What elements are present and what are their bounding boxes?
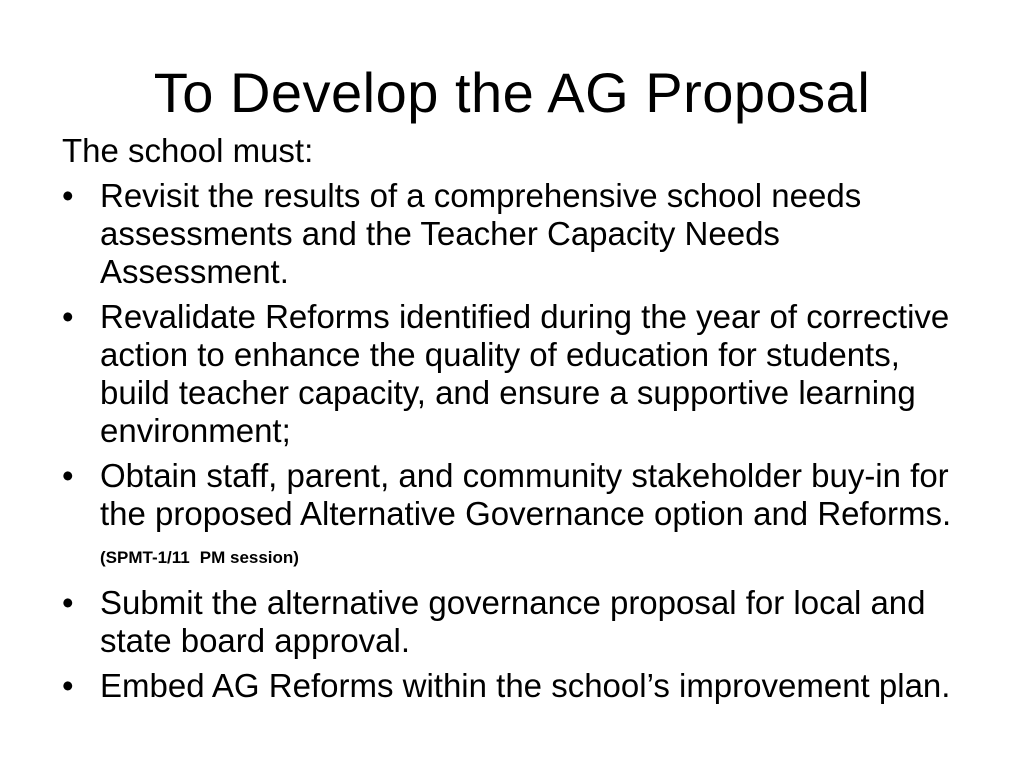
list-item bbox=[62, 457, 972, 577]
bullet-icon: • bbox=[62, 457, 74, 494]
bullet-icon: • bbox=[62, 177, 74, 214]
bullet-list bbox=[62, 177, 972, 705]
bullet-icon: • bbox=[62, 584, 74, 621]
intro-text: The school must: bbox=[62, 132, 314, 169]
bullet-text: Revisit the results of a comprehensive school needs assessments and the Teacher Capacity Needs Assessment. bbox=[100, 177, 862, 290]
session-note bbox=[100, 548, 299, 567]
session-note-part1: (SPMT-1/11 bbox=[100, 548, 190, 567]
bullet-text: Obtain staff, parent, and community stakeholder buy-in for the proposed Alternative Governance option and Reforms. bbox=[100, 457, 952, 532]
bullet-icon: • bbox=[62, 298, 74, 335]
list-item bbox=[62, 584, 972, 660]
slide-title: To Develop the AG Proposal bbox=[153, 61, 871, 124]
bullet-text: Revalidate Reforms identified during the year of corrective action to enhance the quality of education for students, build teacher capacity, and ensure a supportive learning environment; bbox=[100, 298, 950, 449]
bullet-text: Submit the alternative governance proposal for local and state board approval. bbox=[100, 584, 926, 659]
session-note-part2: PM session) bbox=[199, 548, 299, 567]
list-item bbox=[62, 667, 972, 705]
bullet-text: Embed AG Reforms within the school’s improvement plan. bbox=[100, 667, 951, 704]
list-item bbox=[62, 298, 972, 450]
list-item bbox=[62, 177, 972, 291]
bullet-icon: • bbox=[62, 667, 74, 704]
slide-body bbox=[62, 132, 972, 712]
